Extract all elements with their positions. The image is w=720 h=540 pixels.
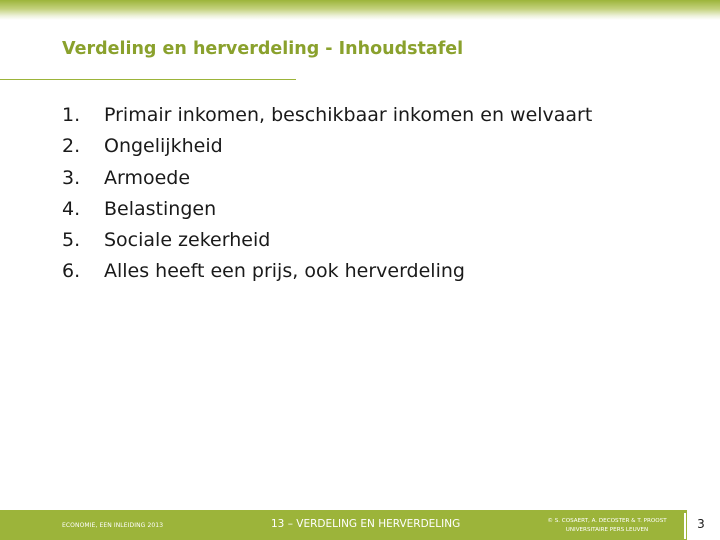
toc-item [62,256,592,287]
toc-item-number: 6. [62,260,81,283]
toc-item [62,225,592,256]
footer-divider [684,513,686,539]
footer-copyright-authors: © S. COSAERT, A. DECOSTER & T. PROOST [547,518,667,524]
table-of-contents [62,100,592,288]
toc-item-number: 3. [62,166,81,189]
toc-item-label: Primair inkomen, beschikbaar inkomen en welvaart [104,104,593,126]
toc-item [62,194,592,225]
toc-item-label: Armoede [104,166,191,189]
toc-item-number: 1. [62,104,81,126]
footer-copyright [538,517,676,535]
toc-item-number: 2. [62,135,81,158]
slide-title: Verdeling en herverdeling - Inhoudstafel [62,39,464,59]
toc-item-label: Belastingen [104,197,217,220]
title-underline [0,79,296,80]
page-number-box [687,510,720,540]
toc-item-label: Ongelijkheid [104,135,223,158]
toc-item-number: 5. [62,229,81,252]
toc-item-label: Alles heeft een prijs, ook herverdeling [104,260,465,283]
toc-item [62,163,592,194]
toc-item [62,131,592,162]
top-gradient-band [0,0,720,20]
footer-bar [0,510,720,540]
page-number: 3 [697,517,705,531]
footer-course-label: ECONOMIE, EEN INLEIDING 2013 [62,522,164,529]
toc-item-number: 4. [62,197,81,220]
toc-item-label: Sociale zekerheid [104,229,271,252]
footer-copyright-publisher: UNIVERSITAIRE PERS LEUVEN [565,527,649,533]
footer-chapter-label: 13 – VERDELING EN HERVERDELING [271,518,461,530]
toc-item [62,100,592,131]
